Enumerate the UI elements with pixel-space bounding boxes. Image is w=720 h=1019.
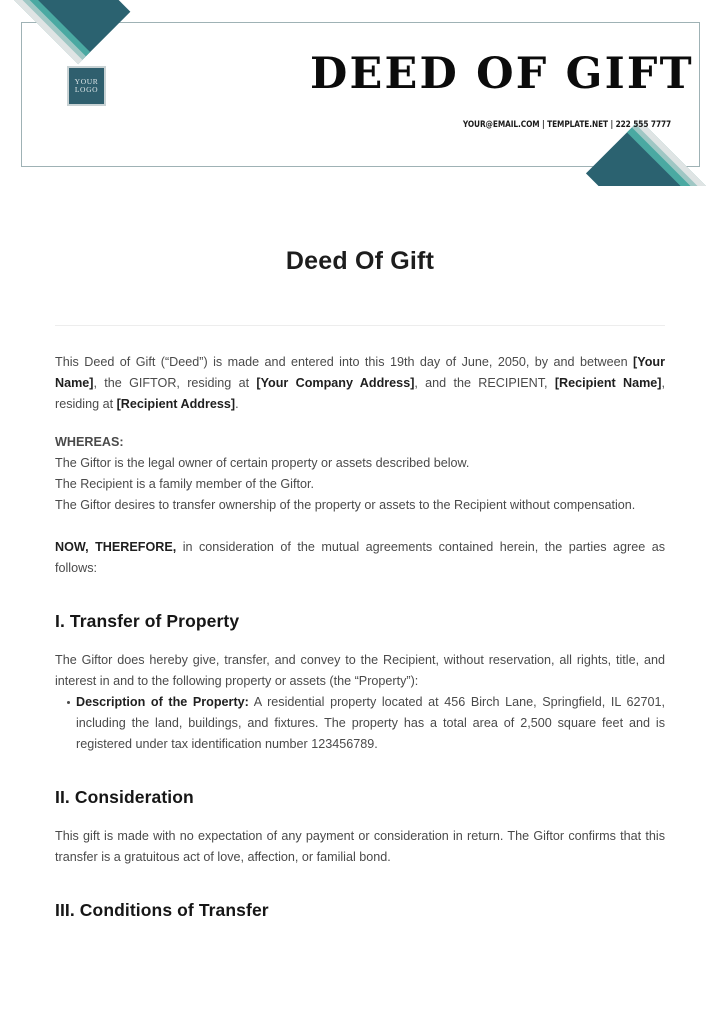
placeholder-your-name: [Your Name] [55,355,665,390]
intro-text-1: This Deed of Gift (“Deed”) is made and entered into this 19th day of June, 2050, by and between [55,355,634,369]
bullet-text-description-of-property: A residential property located at 456 Birch Lane, Springfield, IL 62701, including the land, buildings, and fixtures. The property has a total area of 2,500 square feet and is registered under tax identification number 123456789. [76,695,665,751]
spacer [55,516,665,537]
whereas-line-3: The Giftor desires to transfer ownership of the property or assets to the Recipient without compensation. [55,498,636,512]
page-title: Deed Of Gift [285,247,435,275]
letterhead-contact-line: YOUR@EMAIL.COM | TEMPLATE.NET | 222 555 7777 [462,120,672,130]
now-therefore-paragraph [55,537,665,579]
spacer [55,415,665,432]
intro-text-3: , and the RECIPIENT, [414,376,555,390]
spacer [55,755,665,785]
now-therefore-lead: NOW, THEREFORE, [55,540,177,554]
list-item [67,692,665,755]
logo-line-2: LOGO [74,85,99,94]
placeholder-recipient-name: [Recipient Name] [554,376,662,390]
letterhead-title: DEED OF GIFT [310,49,694,99]
spacer [55,633,665,650]
property-bullet-list [55,692,665,755]
placeholder-company-address: [Your Company Address] [256,376,415,390]
section-heading-consideration: II. Consideration [55,787,194,807]
whereas-line-1: The Giftor is the legal owner of certain property or assets described below. [55,456,470,470]
spacer [55,809,665,826]
intro-text-5: . [235,397,239,411]
section-heading-conditions-of-transfer: III. Conditions of Transfer [55,900,269,920]
now-therefore-rest: in consideration of the mutual agreements contained herein, the parties agree as follows: [55,540,665,575]
letterhead-header [0,0,720,186]
spacer [55,579,665,609]
intro-paragraph [55,352,665,415]
title-divider [55,325,665,326]
whereas-line-2: The Recipient is a family member of the Giftor. [55,477,314,491]
bullet-label-description-of-property: Description of the Property: [76,695,249,709]
spacer [55,868,665,898]
spacer [55,922,665,939]
whereas-heading: WHEREAS: [55,435,124,449]
placeholder-recipient-address: [Recipient Address] [116,397,236,411]
section-body-transfer-of-property: The Giftor does hereby give, transfer, and convey to the Recipient, without reservation, all rights, title, and interest in and to the following property or assets (the “Property”): [55,653,665,688]
logo-placeholder [67,66,106,106]
section-body-consideration: This gift is made with no expectation of any payment or consideration in return. The Giftor confirms that this transfer is a gratuitous act of love, affection, or familial bond. [55,829,665,864]
intro-text-4: , residing at [55,376,665,411]
intro-text-2: , the GIFTOR, residing at [93,376,257,390]
logo-line-1: YOUR [74,77,99,87]
document-body [55,352,665,939]
section-heading-transfer-of-property: I. Transfer of Property [55,611,240,631]
